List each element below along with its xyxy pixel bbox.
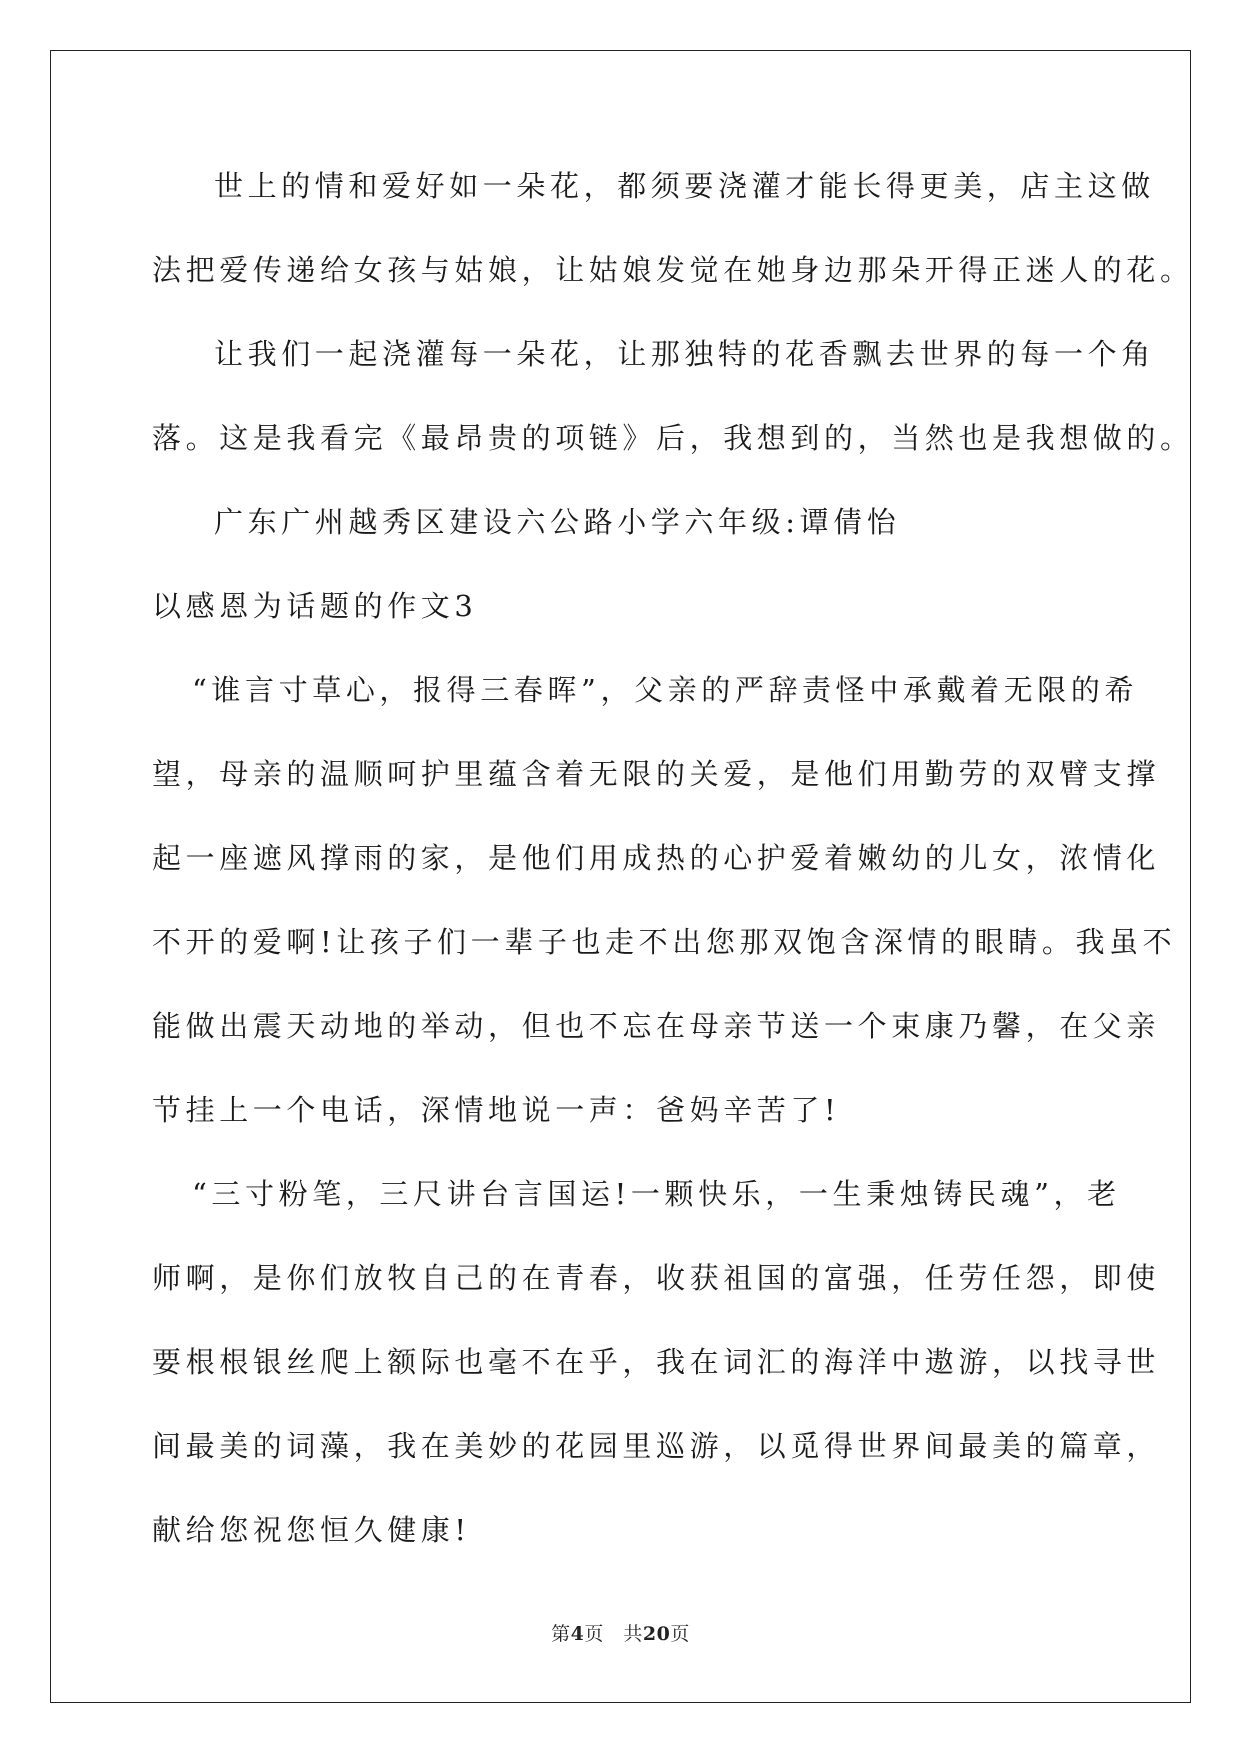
- paragraph-line: 让我们一起浇灌每一朵花，让那独特的花香飘去世界的每一个角: [214, 337, 1155, 371]
- footer-mid: 页 共: [584, 1623, 643, 1645]
- paragraph-line: 起一座遮风撑雨的家，是他们用成热的心护爱着嫩幼的儿女，浓情化: [152, 841, 1161, 875]
- paragraph-line: 献给您祝您恒久健康!: [152, 1513, 471, 1547]
- essay-title: 以感恩为话题的作文3: [152, 589, 478, 623]
- paragraph-line: 落。这是我看完《最昂贵的项链》后，我想到的，当然也是我想做的。: [152, 421, 1194, 455]
- paragraph-line: 望，母亲的温顺呵护里蕴含着无限的关爱，是他们用勤劳的双臂支撑: [152, 757, 1161, 791]
- paragraph-line: “谁言寸草心，报得三春晖”，父亲的严辞责怪中承戴着无限的希: [192, 673, 1139, 707]
- paragraph-line: 世上的情和爱好如一朵花，都须要浇灌才能长得更美，店主这做: [214, 169, 1155, 203]
- page-total: 20: [642, 1623, 671, 1645]
- footer-prefix: 第: [551, 1623, 571, 1645]
- paragraph-line: “三寸粉笔，三尺讲台言国运!一颗快乐，一生秉烛铸民魂”，老: [192, 1177, 1121, 1211]
- document-body: [152, 162, 1194, 1590]
- paragraph-line: 间最美的词藻，我在美妙的花园里巡游，以觅得世界间最美的篇章，: [152, 1429, 1161, 1463]
- paragraph-line: 不开的爱啊!让孩子们一辈子也走不出您那双饱含深情的眼睛。我虽不: [152, 925, 1177, 959]
- paragraph-line: 法把爱传递给女孩与姑娘，让姑娘发觉在她身边那朵开得正迷人的花。: [152, 253, 1194, 287]
- paragraph-line: 能做出震天动地的举动，但也不忘在母亲节送一个束康乃馨，在父亲: [152, 1009, 1161, 1043]
- paragraph-line: 要根根银丝爬上额际也毫不在乎，我在词汇的海洋中遨游，以找寻世: [152, 1345, 1161, 1379]
- page-number: 4: [570, 1623, 585, 1645]
- page-footer: [0, 1619, 1241, 1646]
- paragraph-line: 师啊，是你们放牧自己的在青春，收获祖国的富强，任劳任怨，即使: [152, 1261, 1161, 1295]
- paragraph-line: 节挂上一个电话，深情地说一声：爸妈辛苦了!: [152, 1093, 841, 1127]
- author-line: 广东广州越秀区建设六公路小学六年级:谭倩怡: [214, 505, 901, 539]
- footer-suffix: 页: [670, 1623, 690, 1645]
